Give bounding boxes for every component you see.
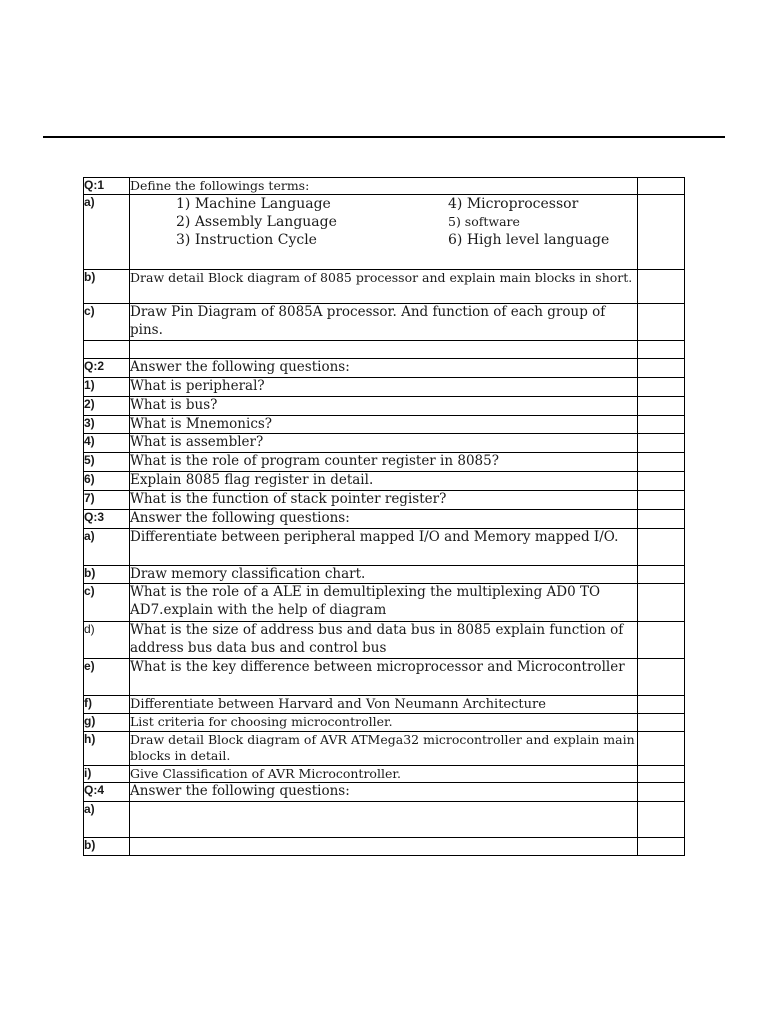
q2-item-row (84, 434, 685, 453)
q4-item-row (84, 838, 685, 856)
term-item: 5) software (448, 214, 520, 229)
marks-cell (638, 490, 685, 509)
q3-item-row (84, 696, 685, 714)
q4-label: Q:4 (84, 783, 130, 802)
item-text: Draw memory classification chart. (130, 565, 638, 584)
marks-cell (638, 270, 685, 304)
item-label: f) (84, 696, 130, 714)
marks-cell (638, 415, 685, 434)
marks-cell (638, 584, 685, 622)
item-label: a) (84, 528, 130, 565)
item-text: What is the function of stack pointer register? (130, 490, 638, 509)
item-label: 4) (84, 434, 130, 453)
marks-cell (638, 802, 685, 838)
q4-row (84, 783, 685, 802)
marks-cell (638, 178, 685, 195)
marks-cell (638, 195, 685, 270)
marks-cell (638, 377, 685, 396)
item-label: d) (84, 622, 130, 659)
item-label: e) (84, 659, 130, 696)
term-item: 3) Instruction Cycle (176, 232, 317, 248)
marks-cell (638, 528, 685, 565)
marks-cell (638, 565, 685, 584)
item-label: b) (84, 838, 130, 856)
item-label: g) (84, 714, 130, 732)
q1-label: Q:1 (84, 178, 130, 195)
marks-cell (638, 783, 685, 802)
item-label: a) (84, 802, 130, 838)
q1a-label: a) (84, 195, 130, 270)
q3-item-row (84, 528, 685, 565)
q3-item-row (84, 622, 685, 659)
item-text: What is the role of a ALE in demultiplexing the multiplexing AD0 TO AD7.explain with the help of diagram (130, 584, 638, 622)
q2-item-row (84, 415, 685, 434)
q2-item-row (84, 396, 685, 415)
q1c-row (84, 304, 685, 341)
item-text: Draw detail Block diagram of AVR ATMega32 microcontroller and explain main blocks in detail. (130, 732, 638, 766)
item-label: 6) (84, 472, 130, 491)
item-text (130, 802, 638, 838)
q3-row (84, 509, 685, 528)
q1b-text: Draw detail Block diagram of 8085 processor and explain main blocks in short. (130, 270, 638, 304)
q2-label: Q:2 (84, 359, 130, 378)
marks-cell (638, 732, 685, 766)
item-text: Differentiate between Harvard and Von Neumann Architecture (130, 696, 638, 714)
marks-cell (638, 304, 685, 341)
q2-item-row (84, 377, 685, 396)
marks-cell (638, 696, 685, 714)
item-label: h) (84, 732, 130, 766)
term-item: 2) Assembly Language (176, 214, 337, 230)
q2-row (84, 359, 685, 378)
item-text: What is Mnemonics? (130, 415, 638, 434)
item-label: i) (84, 766, 130, 783)
marks-cell (638, 434, 685, 453)
marks-cell (638, 453, 685, 472)
marks-cell (638, 359, 685, 378)
term-item: 4) Microprocessor (448, 196, 579, 212)
marks-cell (638, 659, 685, 696)
marks-cell (638, 838, 685, 856)
marks-cell (638, 622, 685, 659)
item-text: What is the key difference between microprocessor and Microcontroller (130, 659, 638, 696)
item-label: 5) (84, 453, 130, 472)
marks-cell (638, 396, 685, 415)
item-text: What is assembler? (130, 434, 638, 453)
item-text: What is the role of program counter register in 8085? (130, 453, 638, 472)
item-label: 3) (84, 415, 130, 434)
q3-item-row (84, 732, 685, 766)
item-label: 2) (84, 396, 130, 415)
item-text: What is bus? (130, 396, 638, 415)
q3-item-row (84, 659, 685, 696)
marks-cell (638, 766, 685, 783)
question-table (83, 177, 685, 856)
q1a-row (84, 195, 685, 270)
q1-text: Define the followings terms: (130, 178, 638, 195)
q3-text: Answer the following questions: (130, 509, 638, 528)
q3-item-row (84, 714, 685, 732)
terms-list (130, 195, 637, 263)
item-label: c) (84, 584, 130, 622)
item-label: 7) (84, 490, 130, 509)
q1-row (84, 178, 685, 195)
item-label: b) (84, 565, 130, 584)
q1b-row (84, 270, 685, 304)
item-text: Explain 8085 flag register in detail. (130, 472, 638, 491)
item-text: What is the size of address bus and data bus in 8085 explain function of address bus data bus and control bus (130, 622, 638, 659)
q4-text: Answer the following questions: (130, 783, 638, 802)
marks-cell (638, 714, 685, 732)
header-rule (43, 136, 725, 138)
term-item: 1) Machine Language (176, 196, 331, 212)
item-text: What is peripheral? (130, 377, 638, 396)
q1c-label: c) (84, 304, 130, 341)
q4-item-row (84, 802, 685, 838)
q3-item-row (84, 565, 685, 584)
q3-item-row (84, 766, 685, 783)
q2-item-row (84, 490, 685, 509)
spacer-row (84, 341, 685, 359)
item-label: 1) (84, 377, 130, 396)
q1c-text: Draw Pin Diagram of 8085A processor. And function of each group of pins. (130, 304, 638, 341)
item-text: Give Classification of AVR Microcontroller. (130, 766, 638, 783)
q3-item-row (84, 584, 685, 622)
q2-item-row (84, 472, 685, 491)
q3-label: Q:3 (84, 509, 130, 528)
marks-cell (638, 472, 685, 491)
item-text: List criteria for choosing microcontroller. (130, 714, 638, 732)
term-item: 6) High level language (448, 232, 610, 248)
marks-cell (638, 509, 685, 528)
item-text (130, 838, 638, 856)
item-text: Differentiate between peripheral mapped I/O and Memory mapped I/O. (130, 528, 638, 565)
q1b-label: b) (84, 270, 130, 304)
q2-text: Answer the following questions: (130, 359, 638, 378)
q2-item-row (84, 453, 685, 472)
